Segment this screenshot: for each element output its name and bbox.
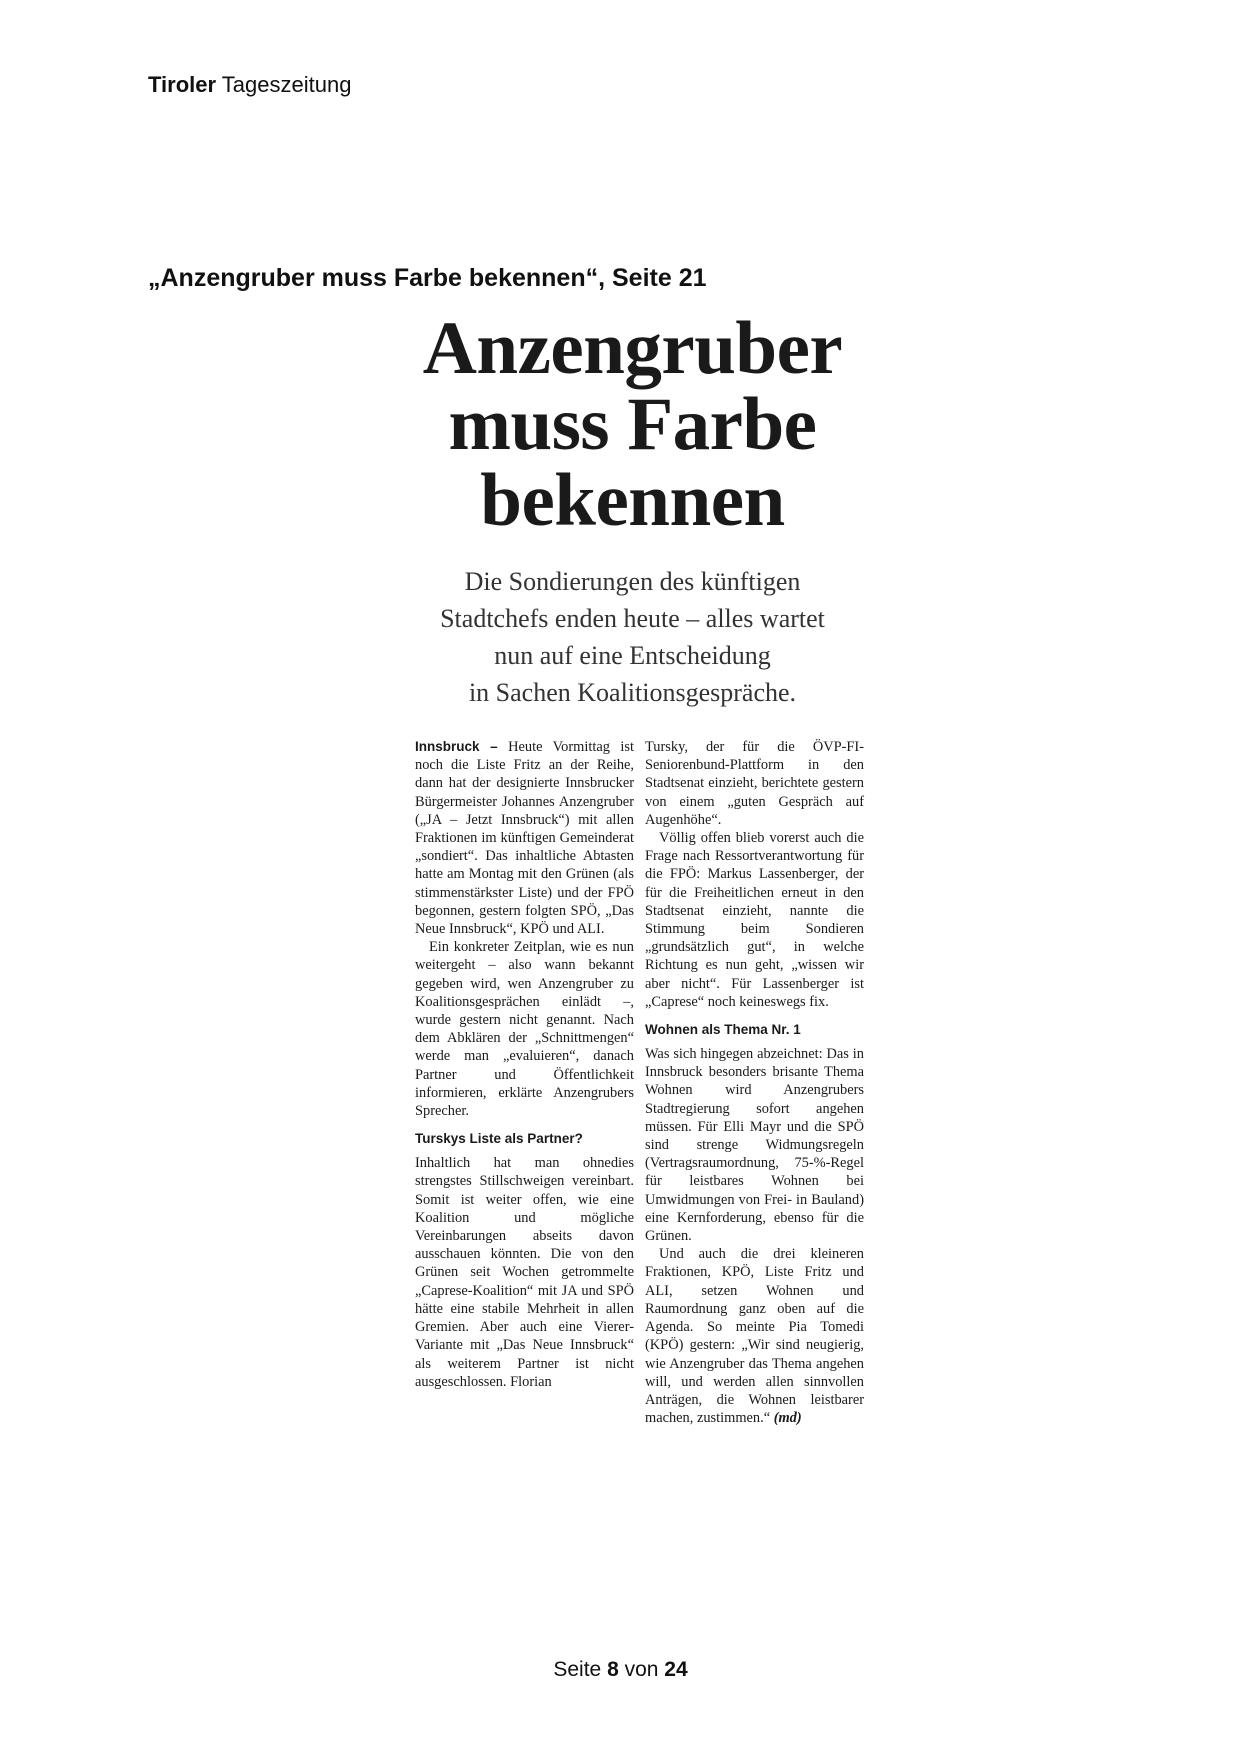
subhead-line: Stadtchefs enden heute – alles wartet xyxy=(440,604,825,633)
body-paragraph: Inhaltlich hat man ohnedies strengstes Stillschweigen vereinbart. Somit ist weiter offen, wie eine Koalition und mögliche Vereinbarungen abseits davon ausschauen könnten. Die von den Grünen seit Wochen getrommelte „Caprese-Koalition“ mit JA und SPÖ hätte eine stabile Mehrheit in allen Gremien. Aber auch eine Vierer-Variante mit „Das Neue Innsbruck“ als weiterem Partner ist nicht ausgeschlossen. Florian xyxy=(415,1155,634,1390)
subhead-line: nun auf eine Entscheidung xyxy=(494,641,771,670)
article-reference-title: „Anzengruber muss Farbe bekennen“, Seite 21 xyxy=(148,264,707,292)
subhead-line: in Sachen Koalitionsgespräche. xyxy=(468,678,797,707)
dateline: Innsbruck – xyxy=(415,739,498,754)
article-headline xyxy=(405,307,860,542)
body-paragraph: Tursky, der für die ÖVP-FI-Seniorenbund-Plattform in den Stadtsenat einzieht, berichtete gestern von einem „guten Gespräch auf Augenhöhe“. xyxy=(645,739,864,828)
publication-name-rest: Tageszeitung xyxy=(216,72,352,97)
publication-name-bold: Tiroler xyxy=(148,72,217,97)
body-paragraph xyxy=(645,1245,864,1427)
footer-prefix: Seite xyxy=(553,1658,608,1681)
subhead-line: Die Sondierungen des künftigen xyxy=(464,567,801,596)
paragraph-text: Und auch die drei kleineren Fraktionen, KPÖ, Liste Fritz und ALI, setzen Wohnen und Raumordnung ganz oben auf die Agenda. So meinte Pia Tomedi (KPÖ) gestern: „Wir sind neugierig, wie Anzengruber das Thema angehen will, und werden allen sinnvollen Anträgen, die Wohnen leistbarer machen, zustimmen.“ xyxy=(645,1246,864,1427)
publication-header xyxy=(148,72,351,98)
paragraph-text: Heute Vormittag ist noch die Liste Fritz an der Reihe, dann hat der designierte Innsbrucker Bürgermeister Johannes Anzengruber („JA – Jetzt Innsbruck“) mit allen Fraktionen im künftigen Gemeinderat „sondiert“. Das inhaltliche Abtasten hatte am Montag mit den Grünen (als stimmenstärkster Liste) und der FPÖ begonnen, gestern folgten SPÖ, „Das Neue Innsbruck“, KPÖ und ALI. xyxy=(415,739,634,938)
article-subhead xyxy=(405,563,860,711)
article-column-right xyxy=(645,738,864,1427)
body-paragraph: Völlig offen blieb vorerst auch die Frage nach Ressortverantwortung für die FPÖ: Markus Lassenberger, der für die Freiheitlichen erneut in den Stadtsenat einzieht, nannte die Stimmung beim Sondieren „grundsätzlich gut“, in welche Richtung es nun geht, „wissen wir aber nicht“. Für Lassenberger ist „Caprese“ noch keineswegs fix. xyxy=(645,830,864,1010)
section-heading: Turskys Liste als Partner? xyxy=(415,1131,583,1147)
footer-page-number: 8 xyxy=(607,1658,619,1681)
body-paragraph xyxy=(415,738,634,938)
body-paragraph: Was sich hingegen abzeichnet: Das in Innsbruck besonders brisante Thema Wohnen wird Anzengrubers Stadtregierung sofort angehen müssen. Für Elli Mayr und die SPÖ sind strenge Widmungsregeln (Vertragsraumordnung, 75-%-Regel für leistbares Wohnen bei Umwidmungen von Frei- in Bauland) eine Kernforderung, ebenso für die Grünen. xyxy=(645,1046,864,1245)
headline-line: bekennen xyxy=(480,459,785,542)
headline-line: muss Farbe xyxy=(448,383,817,466)
author-initials: (md) xyxy=(773,1410,802,1427)
page-footer xyxy=(0,1658,1241,1682)
newspaper-clipping xyxy=(405,305,864,1427)
body-paragraph: Ein konkreter Zeitplan, wie es nun weitergeht – also wann bekannt gegeben wird, wen Anzengruber zu Koalitionsgesprächen einlädt –, wurde gestern nicht genannt. Nach dem Abklären der „Schnittmengen“ werde man „evaluieren“, danach Partner und Öffentlichkeit informieren, erklärte Anzengrubers Sprecher. xyxy=(415,939,634,1120)
article-column-left xyxy=(415,738,634,1391)
footer-page-total: 24 xyxy=(664,1658,688,1681)
section-heading: Wohnen als Thema Nr. 1 xyxy=(645,1022,801,1038)
footer-middle: von xyxy=(618,1658,665,1681)
headline-line: Anzengruber xyxy=(422,307,843,390)
